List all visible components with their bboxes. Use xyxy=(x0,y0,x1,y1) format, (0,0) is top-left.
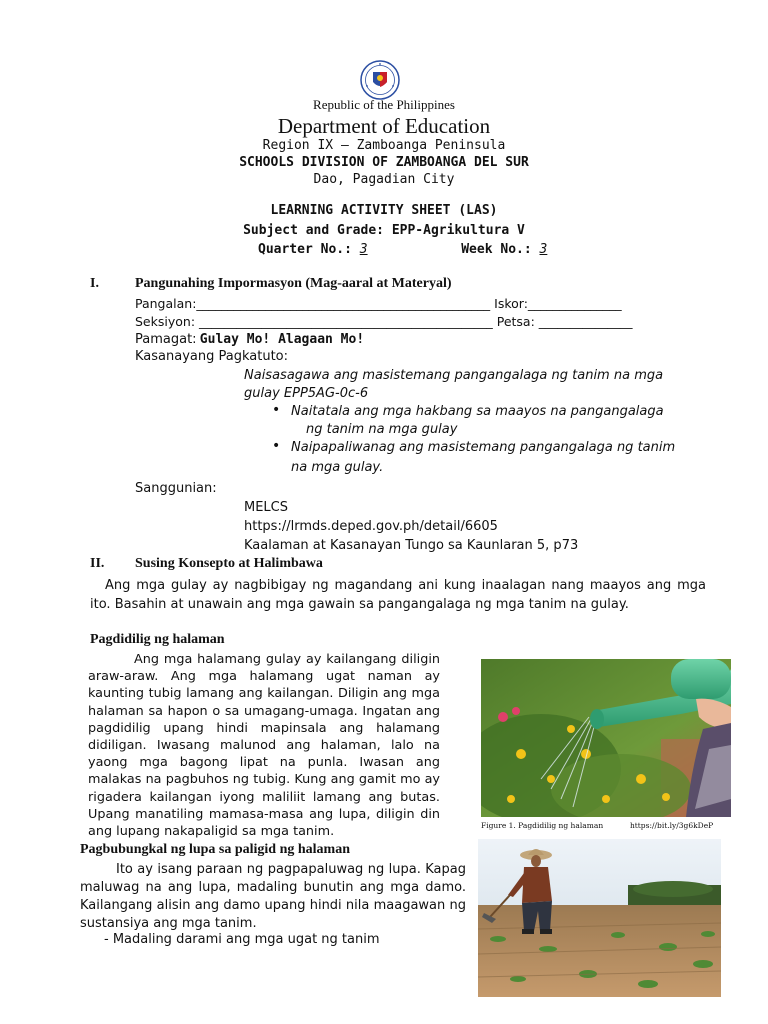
competency-line2: gulay EPP5AG-0c-6 xyxy=(244,386,369,401)
name-score-line: Pangalan:_______________________________________________ Iskor:_______________ xyxy=(135,296,622,311)
bullet-dot-2: • xyxy=(272,438,281,454)
reference-book: Kaalaman at Kasanayan Tungo sa Kaunlaran 5, p73 xyxy=(244,538,579,553)
pagdidilig-body: Ang mga halamang gulay ay kailangang diligin araw-araw. Ang mga halamang ugat naman ay kaunting tubig lamang ang kailangan. Diligin ang mga halaman sa hapon o sa umagang-umaga. Ingatan ang pagdidilig upang hindi mapinsala ang halamang didiligan. Iwasang malunod ang halaman, lalo na yaong mga bagong lipat na punla. Iwasan ang malakas na pagbuhos ng tubig. Kung ang gamit mo ay rigadera kailangan iyong maliliit lamang ang butas. Upang manatiling mamasa-masa ang lupa, diligin din ang lupang nakapaligid sa mga tanim. xyxy=(88,652,440,840)
competency-line1: Naisasagawa ang masistemang pangangalaga ng tanim na mga xyxy=(244,368,664,383)
section1-heading: Pangunahing Impormasyon (Mag-aaral at Materyal) xyxy=(135,276,452,291)
subject-grade: Subject and Grade: EPP-Agrikultura V xyxy=(243,223,525,238)
section2-numeral: II. xyxy=(90,556,105,571)
figure1-caption-line xyxy=(481,821,713,830)
republic-text: Republic of the Philippines xyxy=(313,97,455,112)
region-text: Region IX – Zamboanga Peninsula xyxy=(262,138,506,153)
reference-melcs: MELCS xyxy=(244,500,289,515)
department-title: Department of Education xyxy=(277,114,491,138)
tilling-soil-photo xyxy=(478,839,721,997)
section-date-line: Seksiyon: _______________________________________________ Petsa: _______________ xyxy=(135,314,633,329)
pagbubungkal-bullet: - Madaling darami ang mga ugat ng tanim xyxy=(104,932,380,947)
figure1-caption: Figure 1. Pagdidilig ng halaman xyxy=(481,821,604,830)
watering-plants-photo xyxy=(481,659,731,817)
bullet1-line2: ng tanim na mga gulay xyxy=(306,422,458,437)
week-label: Week No.: xyxy=(461,242,532,257)
quarter-week-line xyxy=(258,242,547,257)
section1-numeral: I. xyxy=(90,276,99,291)
bullet-dot-1: • xyxy=(272,402,281,418)
bullet2-line1: Naipapaliwanag ang masistemang pangangalaga ng tanim xyxy=(291,440,676,455)
pamagat-line xyxy=(135,331,364,347)
pagbubungkal-body: Ito ay isang paraan ng pagpapaluwag ng lupa. Kapag maluwag na ang lupa, madaling bunutin ang mga damo. Kailangang alisin ang damo upang hindi nila maagawan ng sustansiya ang mga tanim. xyxy=(80,862,466,931)
figure1-link[interactable]: https://bit.ly/3g6kDeP xyxy=(629,821,714,830)
pagbubungkal-heading: Pagbubungkal ng lupa sa paligid ng halaman xyxy=(80,842,351,857)
quarter-label: Quarter No.: xyxy=(258,242,352,257)
kasanayan-label: Kasanayang Pagkatuto: xyxy=(135,349,288,364)
deped-seal-logo xyxy=(360,60,400,100)
city-text: Dao, Pagadian City xyxy=(313,172,455,187)
bullet1-line1: Naitatala ang mga hakbang sa maayos na pangangalaga xyxy=(291,404,664,419)
week-value: 3 xyxy=(539,242,548,257)
pamagat-value: Gulay Mo! Alagaan Mo! xyxy=(199,332,365,347)
pamagat-label: Pamagat: xyxy=(135,332,197,347)
section2-heading: Susing Konsepto at Halimbawa xyxy=(135,556,323,571)
pagdidilig-heading: Pagdidilig ng halaman xyxy=(90,632,225,647)
sanggunian-label: Sanggunian: xyxy=(135,481,217,496)
division-text: SCHOOLS DIVISION OF ZAMBOANGA DEL SUR xyxy=(239,155,529,170)
section2-intro: Ang mga gulay ay nagbibigay ng magandang ani kung inaalagan nang maayos ang mga ito. Basahin at unawain ang mga gawain sa pangangalaga ng mga tanim na gulay. xyxy=(90,578,706,612)
bullet2-line2: na mga gulay. xyxy=(291,460,384,475)
las-title: LEARNING ACTIVITY SHEET (LAS) xyxy=(270,203,498,218)
reference-link[interactable]: https://lrmds.deped.gov.ph/detail/6605 xyxy=(244,519,498,534)
quarter-value: 3 xyxy=(359,242,368,257)
